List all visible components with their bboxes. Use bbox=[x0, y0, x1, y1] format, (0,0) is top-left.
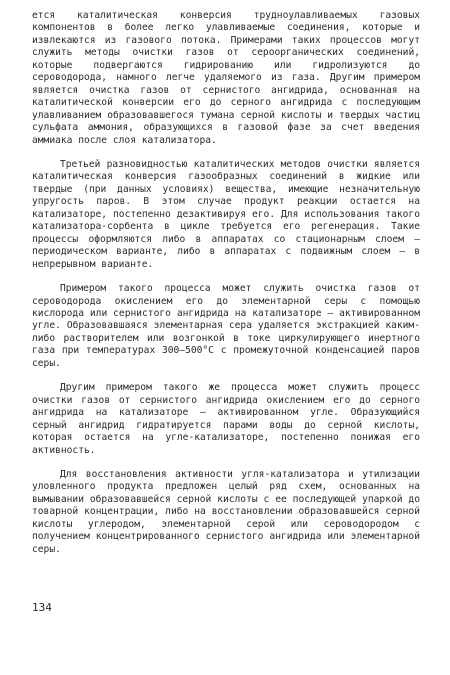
paragraph-4: Другим примером такого же процесса может служить процесс очистки газов от сернистого ангидрида окислением его до серного ангидрида на катализаторе – активированном угле. Образующийся серный ангидрид гидратируется парами воды до серной кислоты, которая остается на угле-катализаторе, постепенно понижая его активность. bbox=[32, 382, 420, 456]
paragraph-3: Примером такого процесса может служить очистка газов от сероводорода окислением его до элементарной серы с помощью кислорода или сернистого ангидрида на катализаторе – активированном угле. Образовавшаяся элементарная сера удаляется экстракцией каким-либо растворителем или возгонкой в токе циркулирующего инертного газа при температурах 300–500°С с промежуточной конденсацией паров серы. bbox=[32, 283, 420, 369]
paragraph-2: Третьей разновидностью каталитических методов очистки является каталитическая конверсия газообразных соединений в жидкие или твердые (при данных условиях) вещества, имеющие незначительную упругость паров. В этом случае продукт реакции остается на катализаторе, постепенно дезактивируя его. Для использования такого катализатора-сорбента в цикле требуется его регенерация. Такие процессы оформляются либо в аппаратах со стационарным слоем – периодическом варианте, либо в аппаратах с подвижным слоем – в непрерывном варианте. bbox=[32, 158, 420, 270]
page-text bbox=[32, 10, 420, 568]
paragraph-5: Для восстановления активности угля-катализатора и утилизации уловленного продукта предложен целый ряд схем, основанных на вымывании образовавшейся серной кислоты с ее последующей упаркой до товарной концентрации, либо на восстановлении образовавшейся серной кислоты углеродом, элементарной серой или сероводородом с получением концентрированного сернистого ангидрида или элементарной серы. bbox=[32, 468, 420, 555]
page-number: 134 bbox=[32, 601, 52, 614]
paragraph-1: ется каталитическая конверсия трудноулавливаемых газовых компонентов в более легко улавливаемые соединения, которые и извлекаются из газового потока. Примерами таких процессов могут служить методы очистки газов от сероорганических соединений, которые подвергаются гидрированию или гидролизуются до сероводорода, намного легче удаляемого из газа. Другим примером является очистка газов от сернистого ангидрида, основанная на каталитической конверсии его до серного ангидрида с последующим улавливанием образовавшегося тумана серной кислоты и твердых частиц сульфата аммония, образующихся в газовой фазе за счет введения аммиака после слоя катализатора. bbox=[32, 10, 420, 146]
